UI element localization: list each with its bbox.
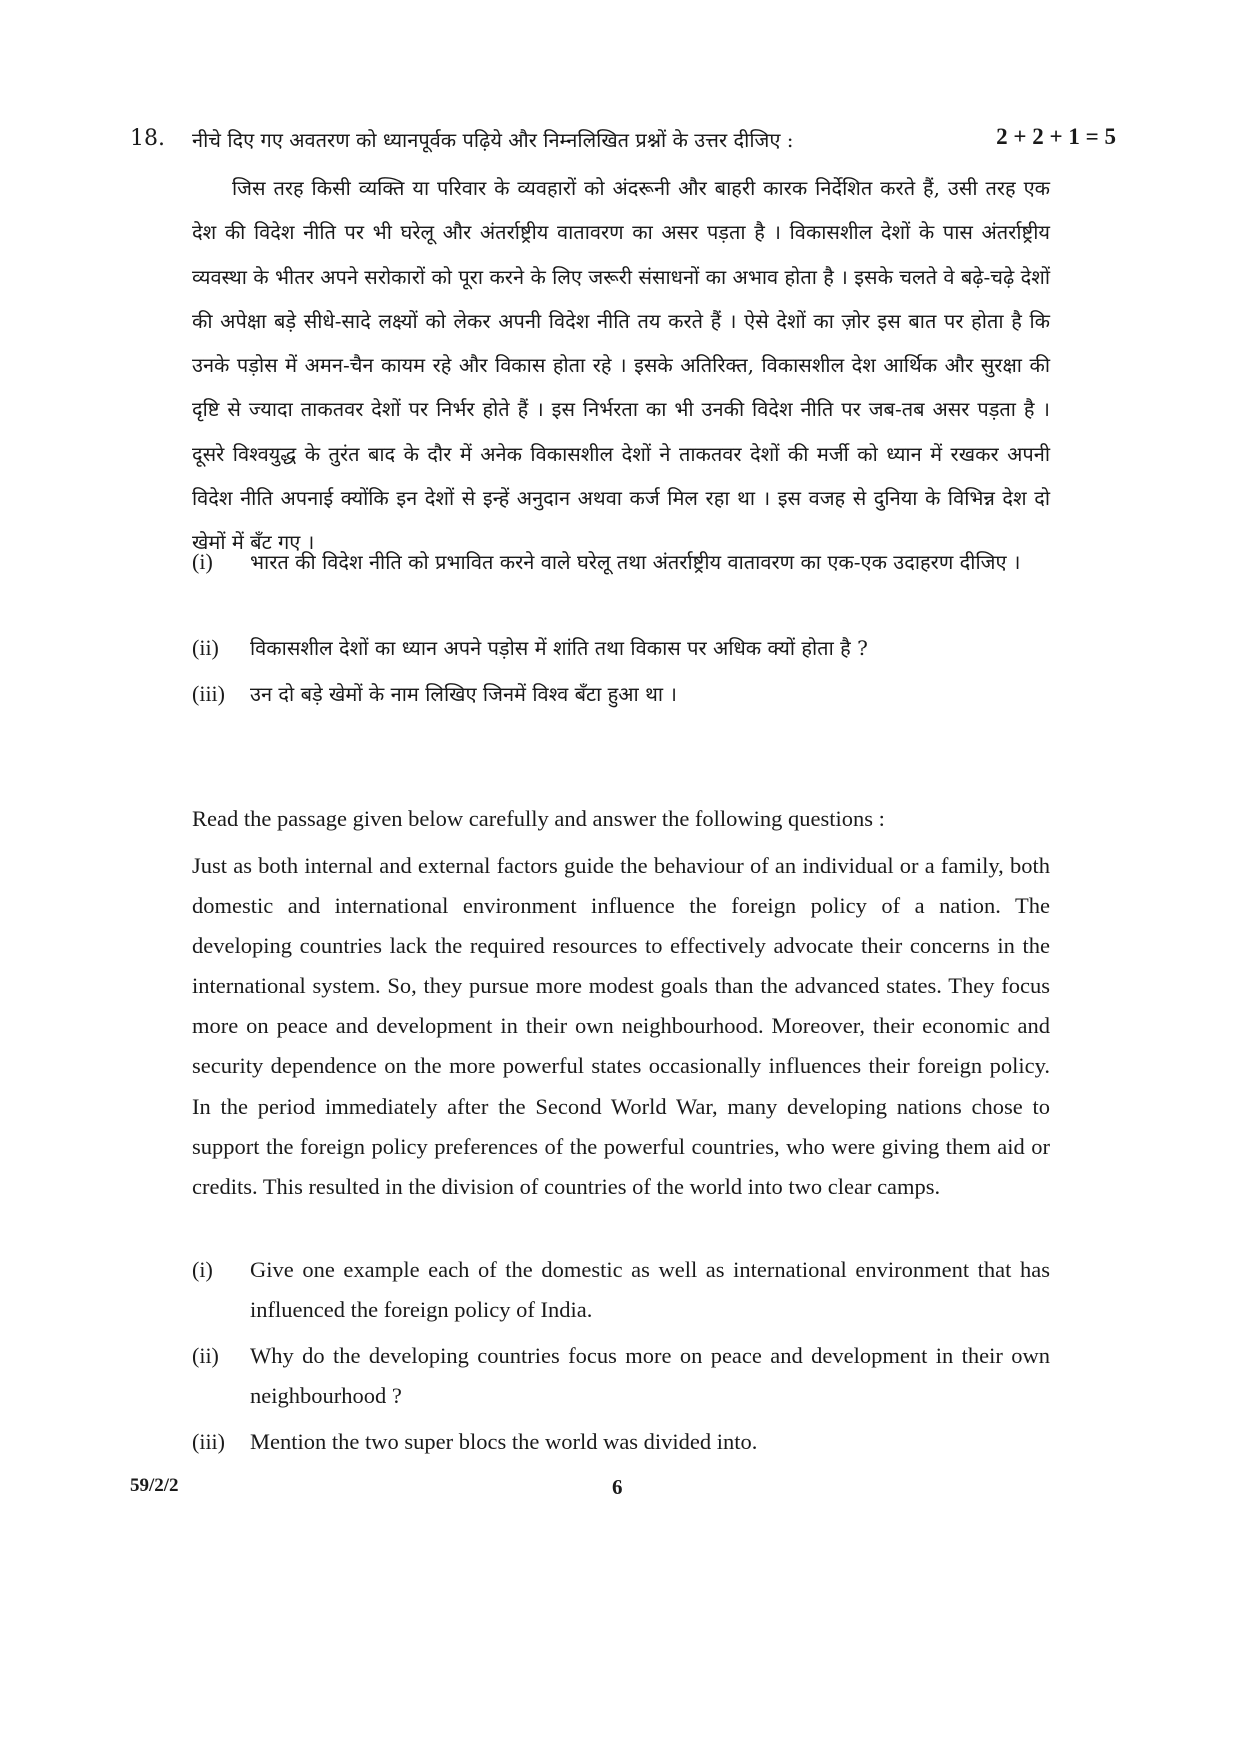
sub-question-hindi-1 <box>192 540 1050 584</box>
sub-question-number: (ii) <box>192 1343 219 1368</box>
sub-question-text: Give one example each of the domestic as well as international environment that has influenced the foreign policy of India. <box>250 1257 1050 1322</box>
sub-question-number: (ii) <box>192 635 219 660</box>
sub-question-english-1 <box>192 1250 1050 1330</box>
sub-question-text: उन दो बड़े खेमों के नाम लिखिए जिनमें विश्व बँटा हुआ था । <box>250 682 677 706</box>
paper-code: 59/2/2 <box>130 1475 179 1496</box>
sub-question-number: (i) <box>192 1257 213 1282</box>
page-number: 6 <box>612 1475 623 1499</box>
sub-question-text: Mention the two super blocs the world was divided into. <box>250 1429 758 1454</box>
sub-question-number: (iii) <box>192 1429 225 1454</box>
marks-distribution: 2 + 2 + 1 = 5 <box>996 124 1116 149</box>
question-number: 18. <box>130 126 165 151</box>
passage-english: Just as both internal and external factors guide the behaviour of an individual or a family, both domestic and international environment influence the foreign policy of a nation. The developing countries lack the required resources to effectively advocate their concerns in the international system. So, they pursue more modest goals than the advanced states. They focus more on peace and development in their own neighbourhood. Moreover, their economic and security dependence on the more powerful states occasionally influences their foreign policy. In the period immediately after the Second World War, many developing nations chose to support the foreign policy preferences of the powerful countries, who were giving them aid or credits. This resulted in the division of countries of the world into two clear camps. <box>192 853 1050 1199</box>
sub-question-text: विकासशील देशों का ध्यान अपने पड़ोस में शांति तथा विकास पर अधिक क्यों होता है ? <box>250 636 868 660</box>
question-instruction-hindi: नीचे दिए गए अवतरण को ध्यानपूर्वक पढ़िये और निम्नलिखित प्रश्नों के उत्तर दीजिए : <box>192 128 794 152</box>
sub-question-number: (iii) <box>192 681 225 706</box>
sub-question-text: भारत की विदेश नीति को प्रभावित करने वाले घरेलू तथा अंतर्राष्ट्रीय वातावरण का एक-एक उदाहरण दीजिए । <box>250 550 1021 574</box>
question-instruction-english: Read the passage given below carefully and answer the following questions : <box>192 806 885 831</box>
sub-question-number: (i) <box>192 549 213 574</box>
sub-question-hindi-3 <box>192 672 1050 716</box>
sub-question-text: Why do the developing countries focus more on peace and development in their own neighbourhood ? <box>250 1343 1050 1408</box>
sub-question-hindi-2 <box>192 626 1050 670</box>
sub-question-english-2 <box>192 1336 1050 1416</box>
passage-hindi: जिस तरह किसी व्यक्ति या परिवार के व्यवहारों को अंदरूनी और बाहरी कारक निर्देशित करते हैं, उसी तरह एक देश की विदेश नीति पर भी घरेलू और अंतर्राष्ट्रीय वातावरण का असर पड़ता है । विकासशील देशों के पास अंतर्राष्ट्रीय व्यवस्था के भीतर अपने सरोकारों को पूरा करने के लिए जरूरी संसाधनों का अभाव होता है । इसके चलते वे बढ़े-चढ़े देशों की अपेक्षा बड़े सीधे-सादे लक्ष्यों को लेकर अपनी विदेश नीति तय करते हैं । ऐसे देशों का ज़ोर इस बात पर होता है कि उनके पड़ोस में अमन-चैन कायम रहे और विकास होता रहे । इसके अतिरिक्त, विकासशील देश आर्थिक और सुरक्षा की दृष्टि से ज्यादा ताकतवर देशों पर निर्भर होते हैं । इस निर्भरता का भी उनकी विदेश नीति पर जब-तब असर पड़ता है । दूसरे विश्वयुद्ध के तुरंत बाद के दौर में अनेक विकासशील देशों ने ताकतवर देशों की मर्जी को ध्यान में रखकर अपनी विदेश नीति अपनाई क्योंकि इन देशों से इन्हें अनुदान अथवा कर्ज मिल रहा था । इस वजह से दुनिया के विभिन्न देश दो खेमों में बँट गए । <box>192 176 1050 555</box>
sub-question-english-3 <box>192 1422 1050 1462</box>
